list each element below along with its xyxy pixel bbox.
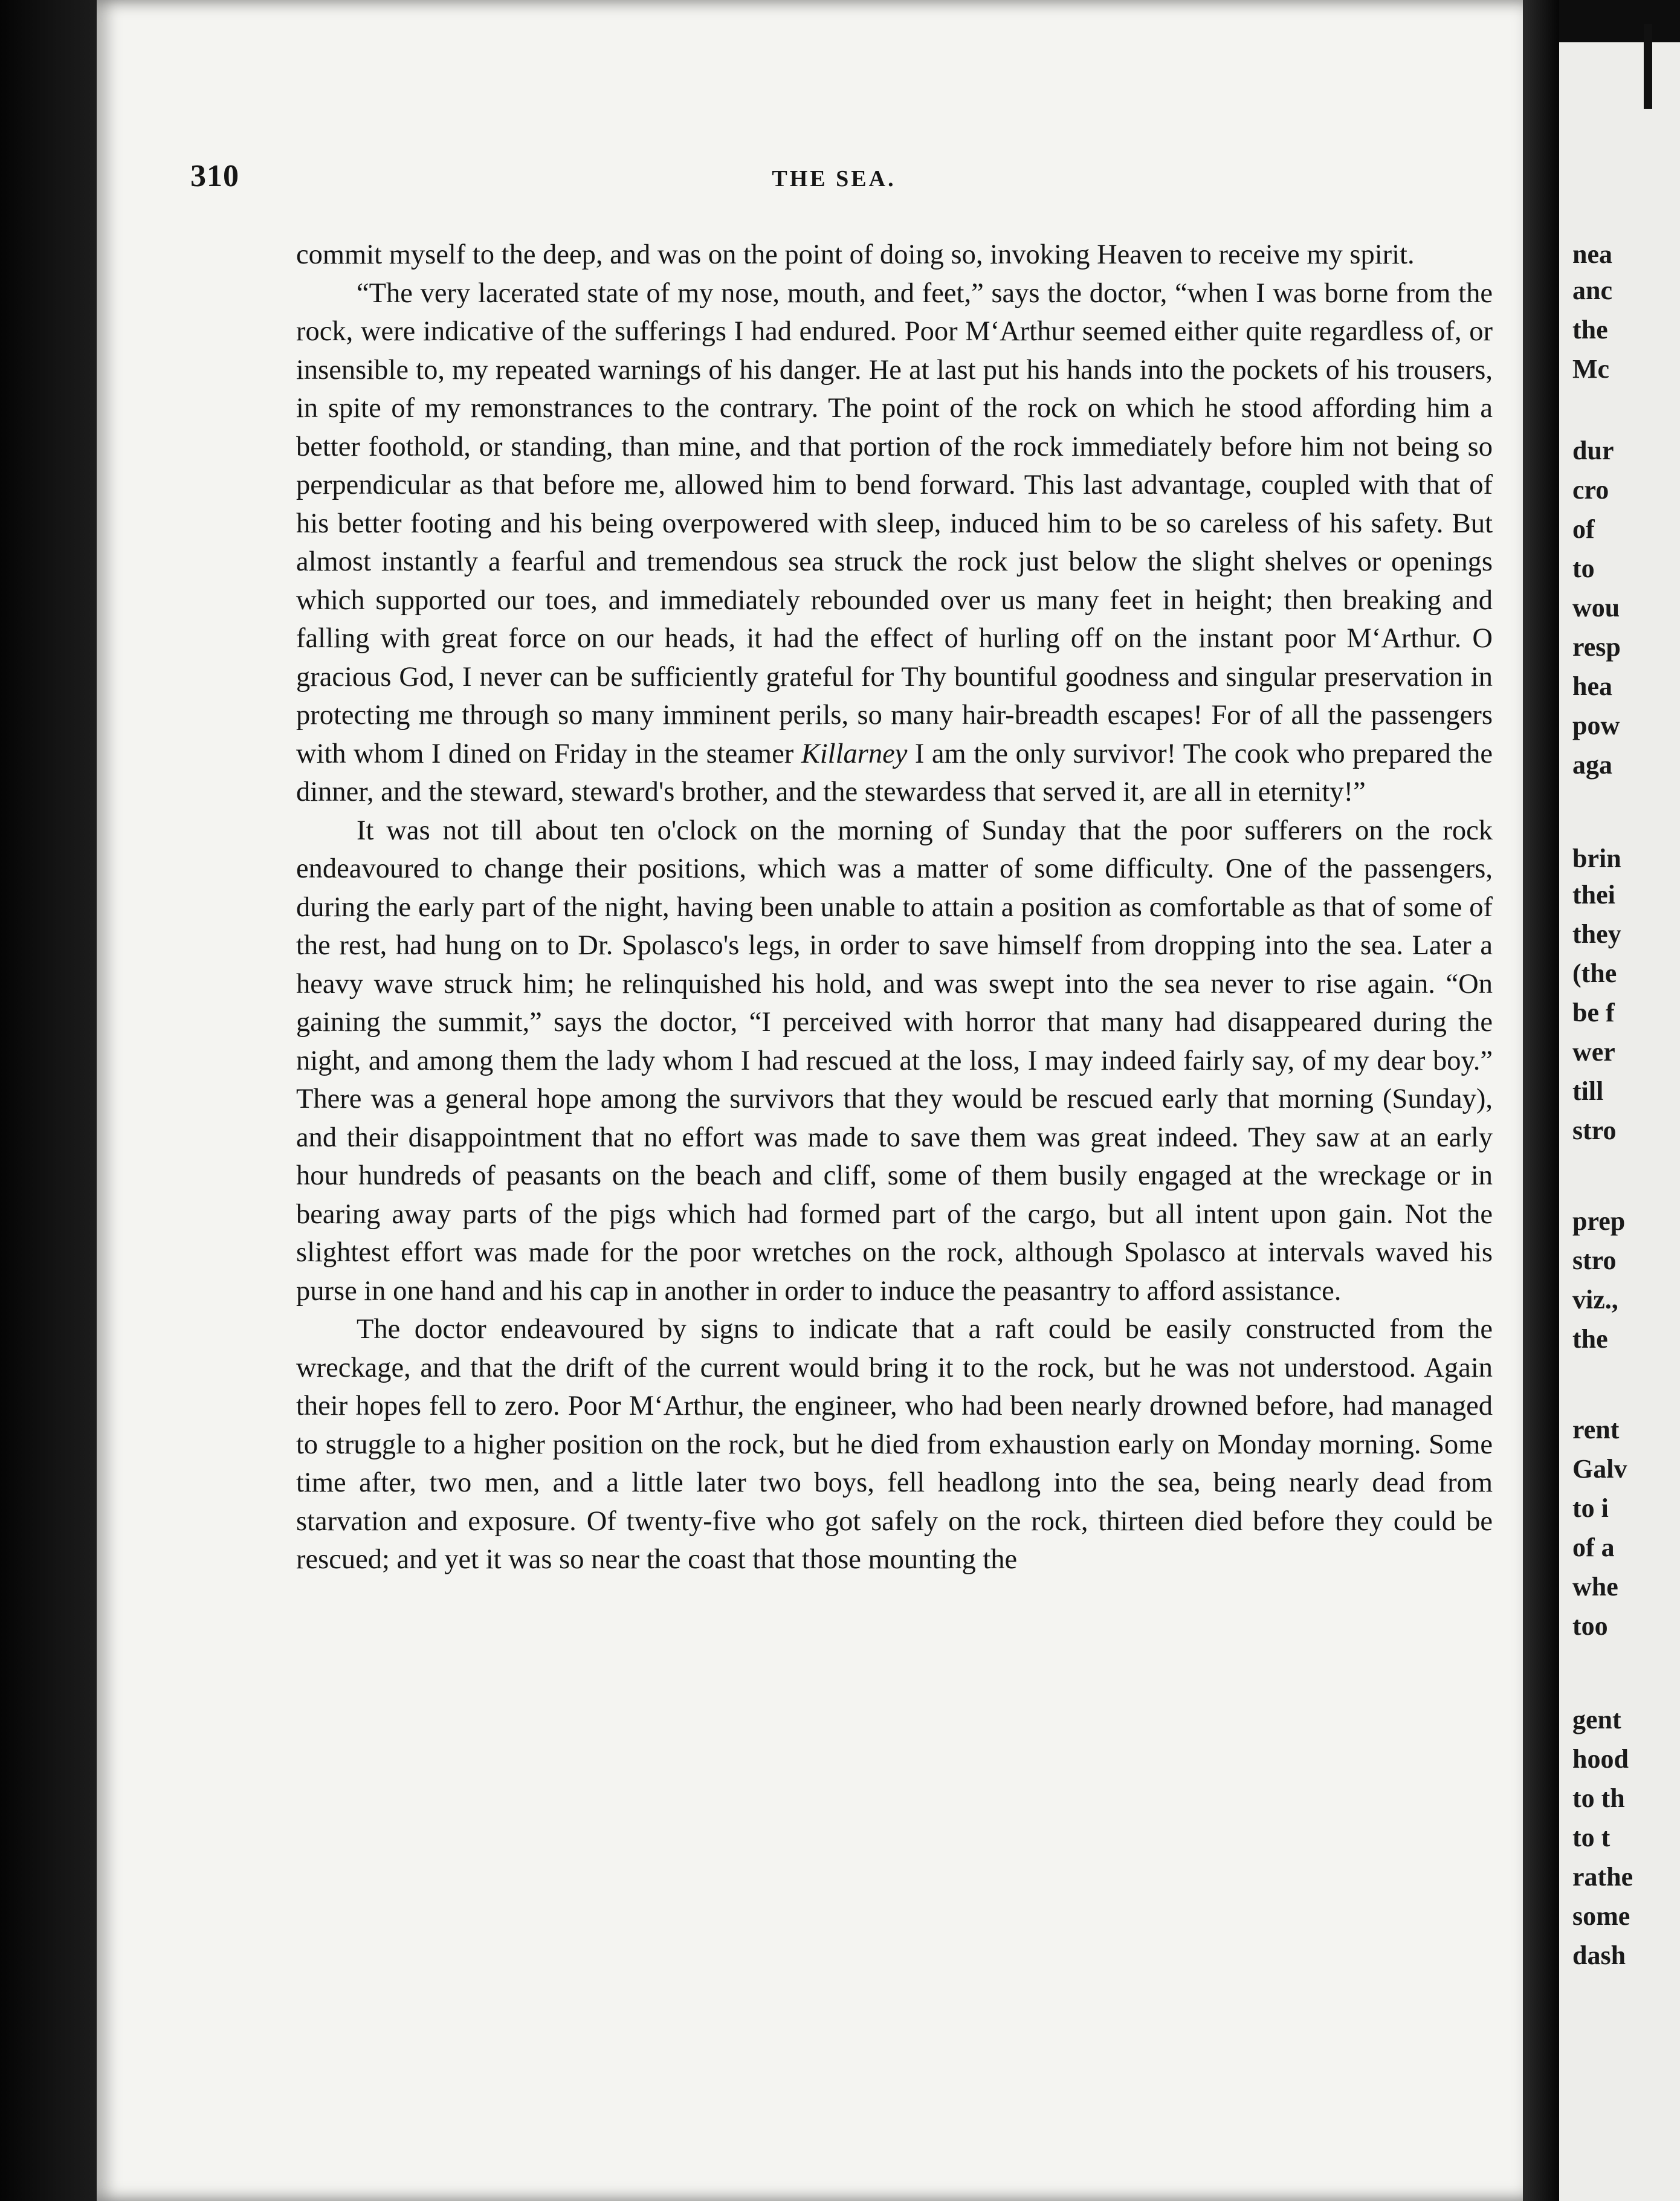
adjacent-page-fragment: rathe <box>1572 1862 1633 1892</box>
paragraph-4: The doctor endeavoured by signs to indicate that a raft could be easily constructed from the wreckage, and that the drift of the current would bring it to the rock, but he was not understood. Again their hopes fell to zero. Poor M‘Arthur, the engineer, who had been nearly drowned before, had managed to struggle to a higher position on the rock, but he died from exhaustion early on Monday morning. Some time after, two men, and a little later two boys, fell headlong into the sea, being nearly dead from starvation and exposure. Of twenty-five who got safely on the rock, thirteen died before they could be rescued; and yet it was so near the coast that those mounting the <box>296 1314 1493 1575</box>
adjacent-page-fragment: whe <box>1572 1572 1618 1601</box>
page-gutter-shadow <box>1523 0 1559 2201</box>
adjacent-page-fragment: Mc <box>1572 354 1610 384</box>
adjacent-page-fragment: anc <box>1572 276 1612 305</box>
adjacent-page-fragment: viz., <box>1572 1285 1618 1314</box>
adjacent-page-fragment: aga <box>1572 750 1612 780</box>
adjacent-page-fragment: rent <box>1572 1415 1620 1444</box>
paragraph-2-text: “The very lacerated state of my nose, mouth, and feet,” says the doctor, “when I was borne from the rock, were indicative of the sufferings I had endured. Poor M‘Arthur seemed either quite regardless of, or insensible to, my repeated warnings of his danger. He at last put his hands into the pockets of his trousers, in spite of my remonstrances to the contrary. The point of the rock on which he stood affording him a better foothold, or standing, than mine, and that portion of the rock immediately before him not being so perpendicular as that before me, allowed him to bend forward. This last advantage, coupled with that of his better footing and his being overpowered with sleep, induced him to be so careless of his safety. But almost instantly a fearful and tremendous sea struck the rock just below the slight shelves or openings which supported our toes, and immediately rebounded over us many feet in height; then breaking and falling with great force on our heads, it had the effect of hurling off on the instant poor M‘Arthur. O gracious God, I never can be sufficiently grateful for Thy bountiful goodness and singular preservation in protecting me through so many imminent perils, so many hair-breadth escapes! For of all the passengers with whom I dined on Friday in the steamer <box>296 277 1493 769</box>
adjacent-page-fragment: too <box>1572 1611 1608 1641</box>
adjacent-page-fragment: to t <box>1572 1823 1611 1852</box>
adjacent-page-fragment: pow <box>1572 711 1620 740</box>
paragraph-2-end: I am the only survivor! The cook who prepared the dinner, and the steward, steward's brother, and the stewardess that served it, are all in eternity!” <box>296 738 1493 807</box>
adjacent-page-fragment: (the <box>1572 958 1617 988</box>
ship-name: Killarney <box>801 738 908 769</box>
adjacent-page-fragment: cro <box>1572 475 1609 505</box>
scan-mark <box>1644 24 1652 109</box>
adjacent-page-fragment: Galv <box>1572 1454 1627 1484</box>
adjacent-page-fragment: the <box>1572 315 1608 344</box>
paragraph-2 <box>296 274 1493 812</box>
page-header <box>190 158 1478 207</box>
adjacent-page-fragment: dur <box>1572 436 1614 465</box>
adjacent-page-fragment: of <box>1572 514 1595 544</box>
running-head: THE SEA. <box>772 166 896 192</box>
adjacent-page-fragment: the <box>1572 1324 1608 1354</box>
page-number: 310 <box>190 159 239 193</box>
adjacent-page-edge <box>1559 42 1680 2201</box>
adjacent-page-fragment: dash <box>1572 1941 1626 1970</box>
adjacent-page-fragment: be f <box>1572 998 1615 1027</box>
adjacent-page-fragment: to i <box>1572 1493 1609 1523</box>
adjacent-page-fragment: of a <box>1572 1533 1615 1562</box>
scan-left-border <box>0 0 97 2201</box>
adjacent-page-fragment: some <box>1572 1901 1630 1931</box>
adjacent-page-fragment: thei <box>1572 880 1615 910</box>
adjacent-page-fragment: wer <box>1572 1037 1615 1067</box>
adjacent-page-fragment: stro <box>1572 1246 1617 1275</box>
adjacent-page-fragment: they <box>1572 919 1621 949</box>
paragraph-1: commit myself to the deep, and was on the point of doing so, invoking Heaven to receive my spirit. <box>296 239 1415 270</box>
adjacent-page-fragment: gent <box>1572 1705 1621 1734</box>
adjacent-page-fragment: wou <box>1572 593 1620 622</box>
paragraph-3: It was not till about ten o'clock on the morning of Sunday that the poor sufferers on the rock endeavoured to change their positions, which was a matter of some difficulty. One of the passengers, during the early part of the night, having been unable to attain a position as comfortable as that of some of the rest, had hung on to Dr. Spolasco's legs, in order to save himself from dropping into the sea. Later a heavy wave struck him; he relinquished his hold, and was swept into the sea never to rise again. “On gaining the summit,” says the doctor, “I perceived with horror that many had disappeared during the night, and among them the lady whom I had rescued at the loss, I may indeed fairly say, of my dear boy.” There was a general hope among the survivors that they would be rescued early that morning (Sunday), and their disappointment that no effort was made to save them was great indeed. They saw at an early hour hundreds of peasants on the beach and cliff, some of them busily engaged at the wreckage or in bearing away parts of the pigs which had formed part of the cargo, but all intent upon gain. Not the slightest effort was made for the poor wretches on the rock, although Spolasco at intervals waved his purse in one hand and his cap in another in order to induce the peasantry to afford assistance. <box>296 815 1493 1307</box>
adjacent-page-fragment: hea <box>1572 671 1612 701</box>
adjacent-page-fragment: stro <box>1572 1116 1617 1145</box>
adjacent-page-fragment: brin <box>1572 844 1621 873</box>
adjacent-page-fragment: till <box>1572 1076 1604 1106</box>
adjacent-page-fragment: hood <box>1572 1744 1629 1774</box>
adjacent-page-fragment: nea <box>1572 239 1612 269</box>
adjacent-page-fragment: resp <box>1572 632 1621 662</box>
adjacent-page-fragment: to <box>1572 554 1595 583</box>
adjacent-page-fragment: to th <box>1572 1783 1625 1813</box>
body-text <box>296 236 1493 1579</box>
adjacent-page-fragment: prep <box>1572 1206 1626 1236</box>
